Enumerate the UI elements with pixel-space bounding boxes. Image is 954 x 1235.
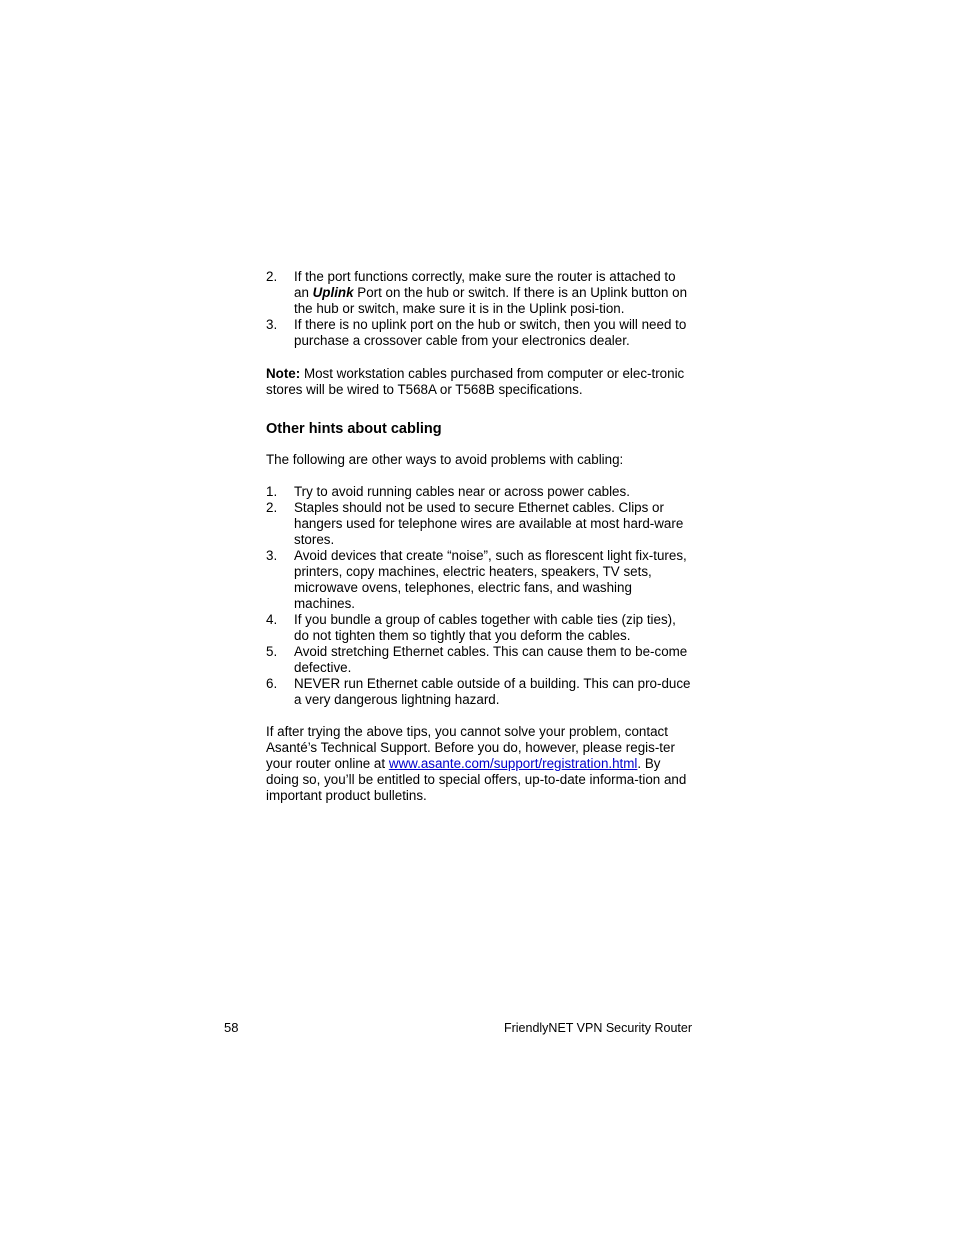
- list-item-text: NEVER run Ethernet cable outside of a building. This can pro-duce a very dangerous lightning hazard.: [294, 676, 691, 707]
- troubleshooting-list: [266, 269, 692, 349]
- list-item: [266, 548, 692, 612]
- page-content: [266, 269, 692, 804]
- list-item-number: 2.: [266, 269, 278, 284]
- list-item-number: 4.: [266, 612, 278, 627]
- list-item: [266, 676, 692, 708]
- note-paragraph: [266, 366, 692, 398]
- list-item-text: Avoid devices that create “noise”, such as florescent light fix-tures, printers, copy machines, electric heaters, speakers, TV sets, microwave ovens, telephones, electric fans, and washing machines.: [294, 548, 687, 611]
- list-item-text: If the port functions correctly, make sure the router is attached to an: [294, 269, 676, 300]
- list-item-text-continued: Port on the hub or switch. If there is an Uplink button on the hub or switch, make sure it is in the Uplink posi-tion.: [294, 285, 688, 316]
- list-item: [266, 612, 692, 644]
- list-item-text: If you bundle a group of cables together with cable ties (zip ties), do not tighten them so tightly that you deform the cables.: [294, 612, 676, 643]
- list-item: [266, 484, 692, 500]
- list-item: [266, 644, 692, 676]
- page-number: 58: [224, 1020, 239, 1035]
- list-item: [266, 500, 692, 548]
- note-text: Most workstation cables purchased from computer or elec-tronic stores will be wired to T568A or T568B specifications.: [266, 366, 685, 397]
- uplink-term: Uplink: [312, 285, 354, 300]
- intro-paragraph: The following are other ways to avoid problems with cabling:: [266, 452, 624, 467]
- list-item-text: If there is no uplink port on the hub or switch, then you will need to purchase a crossover cable from your electronics dealer.: [294, 317, 687, 348]
- list-item-text: Staples should not be used to secure Ethernet cables. Clips or hangers used for telephone wires are available at most hard-ware stores.: [294, 500, 684, 547]
- list-item-number: 1.: [266, 484, 278, 499]
- list-item: [266, 269, 692, 317]
- note-label: Note:: [266, 366, 301, 381]
- cabling-hints-list: [266, 484, 692, 708]
- contact-text-continued: . By doing so, you’ll be entitled to special offers, up-to-date informa-tion and important product bulletins.: [266, 756, 687, 803]
- list-item: [266, 317, 692, 349]
- list-item-number: 3.: [266, 548, 278, 563]
- list-item-number: 6.: [266, 676, 278, 691]
- list-item-text: Try to avoid running cables near or across power cables.: [294, 484, 630, 499]
- list-item-text: Avoid stretching Ethernet cables. This can cause them to be-come defective.: [294, 644, 688, 675]
- contact-paragraph: [266, 724, 692, 804]
- footer-title: FriendlyNET VPN Security Router: [503, 1021, 692, 1035]
- list-item-number: 5.: [266, 644, 278, 659]
- contact-text: If after trying the above tips, you cannot solve your problem, contact Asanté’s Technical Support. Before you do, however, please regis-ter your router online at: [266, 724, 675, 771]
- section-heading: Other hints about cabling: [266, 421, 442, 437]
- list-item-number: 3.: [266, 317, 278, 332]
- list-item-number: 2.: [266, 500, 278, 515]
- registration-link[interactable]: www.asante.com/support/registration.html: [388, 756, 638, 771]
